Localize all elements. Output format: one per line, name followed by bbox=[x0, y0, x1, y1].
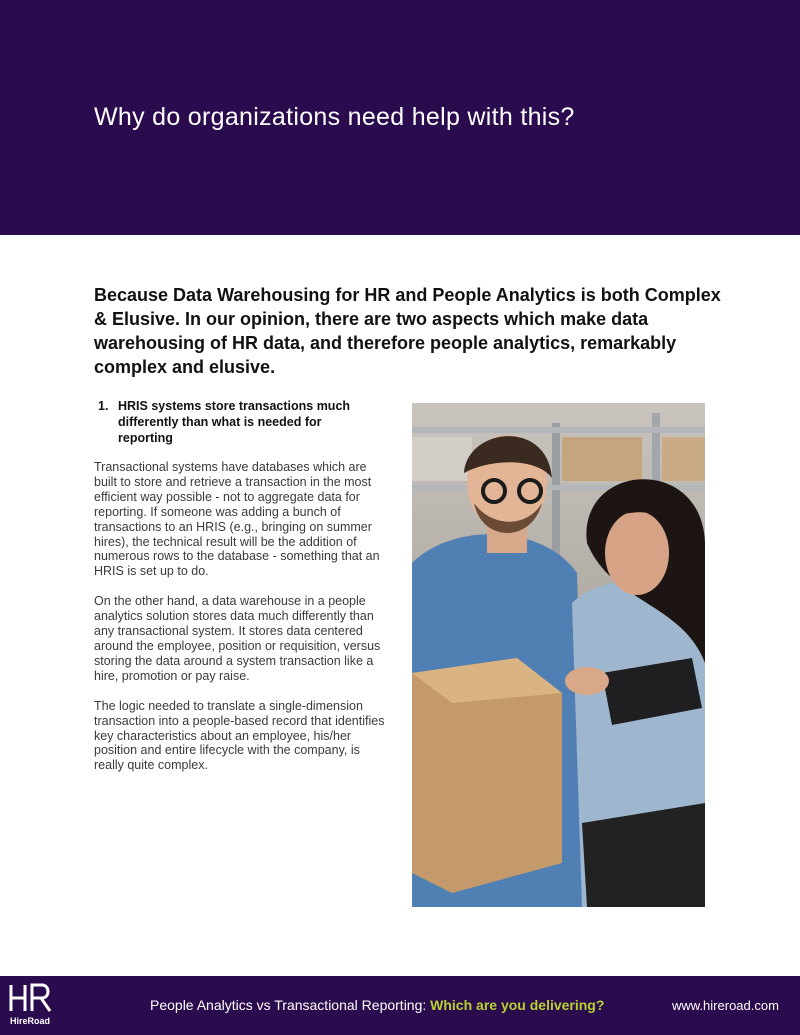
section-number: 1. bbox=[98, 399, 109, 413]
body-paragraph: On the other hand, a data warehouse in a people analytics solution stores data much differently than any transactional system. It stores data centered around the employee, position or requisition, versus storing the data around a system transaction like a hire, promotion or pay raise. bbox=[94, 594, 381, 683]
body-paragraph: The logic needed to translate a single-dimension transaction into a people-based record that identifies key characteristics about an employee, his/her position and entire lifecycle with the company, is really quite complex. bbox=[94, 698, 385, 773]
hireroad-logo bbox=[8, 983, 60, 1029]
footer-tagline bbox=[150, 997, 604, 1013]
footer-bar bbox=[0, 976, 800, 1035]
section-heading bbox=[98, 398, 388, 446]
header-banner bbox=[0, 0, 800, 235]
page-title: Why do organizations need help with this? bbox=[94, 103, 575, 131]
logo-wordmark: HireRoad bbox=[10, 1016, 51, 1026]
intro-statement: Because Data Warehousing for HR and People Analytics is both Complex & Elusive. In our opinion, there are two aspects which make data warehousing of HR data, and therefore people analytics, remarkably complex and elusive. bbox=[94, 285, 721, 377]
hr-logo-icon bbox=[8, 983, 56, 1013]
section-title: HRIS systems store transactions much differently than what is needed for reporting bbox=[118, 399, 351, 445]
footer-tagline-highlight: Which are you delivering? bbox=[430, 997, 605, 1013]
photo-coworkers-with-tablet bbox=[412, 403, 705, 907]
body-copy bbox=[94, 460, 390, 788]
footer-tagline-text: People Analytics vs Transactional Reporting: bbox=[150, 997, 431, 1013]
body-paragraph: Transactional systems have databases which are built to store and retrieve a transaction in the most efficient way possible - not to aggregate data for reporting. If someone was adding a bunch of transactions to an HRIS (e.g., bringing on summer hires), the technical result will be the addition of numerous rows to the database - something that an HRIS is set up to do. bbox=[94, 460, 380, 579]
footer-website-link[interactable]: www.hireroad.com bbox=[672, 998, 779, 1013]
